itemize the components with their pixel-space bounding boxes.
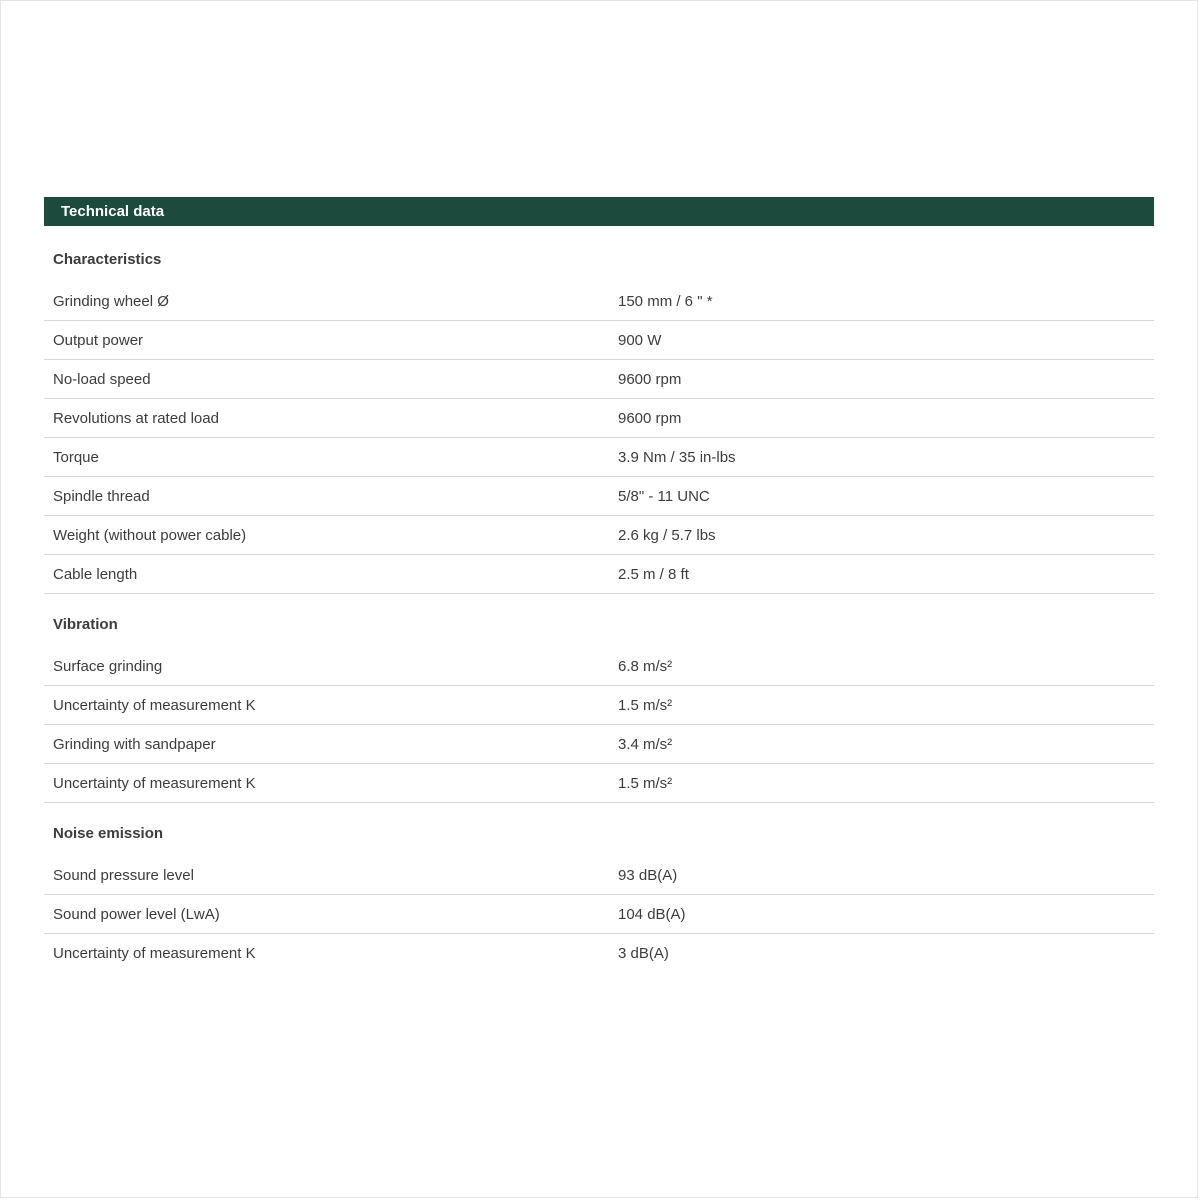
spec-row xyxy=(44,360,1154,399)
spec-label: Grinding wheel Ø xyxy=(53,292,169,310)
spec-label: Revolutions at rated load xyxy=(53,409,219,427)
spec-label: Uncertainty of measurement K xyxy=(53,944,256,962)
spec-section xyxy=(44,616,1154,803)
spec-row xyxy=(44,477,1154,516)
technical-data-panel xyxy=(44,197,1154,972)
spec-row xyxy=(44,516,1154,555)
spec-value: 6.8 m/s² xyxy=(618,657,673,675)
spec-row xyxy=(44,647,1154,686)
spec-label: Cable length xyxy=(53,565,138,583)
spec-row xyxy=(44,764,1154,803)
spec-label: Output power xyxy=(53,331,144,349)
spec-label: Torque xyxy=(53,448,99,466)
spec-label: Sound power level (LwA) xyxy=(53,905,220,923)
spec-label: Weight (without power cable) xyxy=(53,526,247,544)
spec-value: 3 dB(A) xyxy=(618,944,669,962)
spec-row xyxy=(44,895,1154,934)
spec-row xyxy=(44,725,1154,764)
spec-value: 3.9 Nm / 35 in-lbs xyxy=(618,448,736,466)
spec-value: 2.6 kg / 5.7 lbs xyxy=(618,526,716,544)
spec-row xyxy=(44,282,1154,321)
spec-row xyxy=(44,399,1154,438)
spec-rows xyxy=(44,856,1154,972)
spec-value: 3.4 m/s² xyxy=(618,735,673,753)
spec-label: Spindle thread xyxy=(53,487,150,505)
spec-section xyxy=(44,251,1154,594)
technical-data-title: Technical data xyxy=(61,203,165,220)
spec-value: 5/8" - 11 UNC xyxy=(618,487,710,505)
spec-rows xyxy=(44,282,1154,594)
section-heading: Noise emission xyxy=(53,825,164,842)
spec-label: Uncertainty of measurement K xyxy=(53,774,256,792)
spec-row xyxy=(44,856,1154,895)
spec-value: 900 W xyxy=(618,331,662,349)
spec-row xyxy=(44,934,1154,972)
spec-row xyxy=(44,438,1154,477)
spec-sections xyxy=(44,251,1154,972)
spec-value: 9600 rpm xyxy=(618,370,682,388)
spec-value: 1.5 m/s² xyxy=(618,696,673,714)
spec-value: 150 mm / 6 " * xyxy=(618,292,713,310)
spec-label: No-load speed xyxy=(53,370,151,388)
spec-row xyxy=(44,555,1154,594)
section-heading: Vibration xyxy=(53,616,118,633)
spec-label: Uncertainty of measurement K xyxy=(53,696,256,714)
spec-value: 9600 rpm xyxy=(618,409,682,427)
spec-value: 1.5 m/s² xyxy=(618,774,673,792)
section-heading: Characteristics xyxy=(53,251,162,268)
spec-label: Surface grinding xyxy=(53,657,163,675)
spec-rows xyxy=(44,647,1154,803)
spec-label: Grinding with sandpaper xyxy=(53,735,216,753)
spec-value: 93 dB(A) xyxy=(618,866,678,884)
spec-value: 2.5 m / 8 ft xyxy=(618,565,689,583)
technical-data-header xyxy=(44,197,1154,226)
spec-label: Sound pressure level xyxy=(53,866,194,884)
spec-row xyxy=(44,321,1154,360)
spec-row xyxy=(44,686,1154,725)
spec-value: 104 dB(A) xyxy=(618,905,686,923)
spec-section xyxy=(44,825,1154,972)
